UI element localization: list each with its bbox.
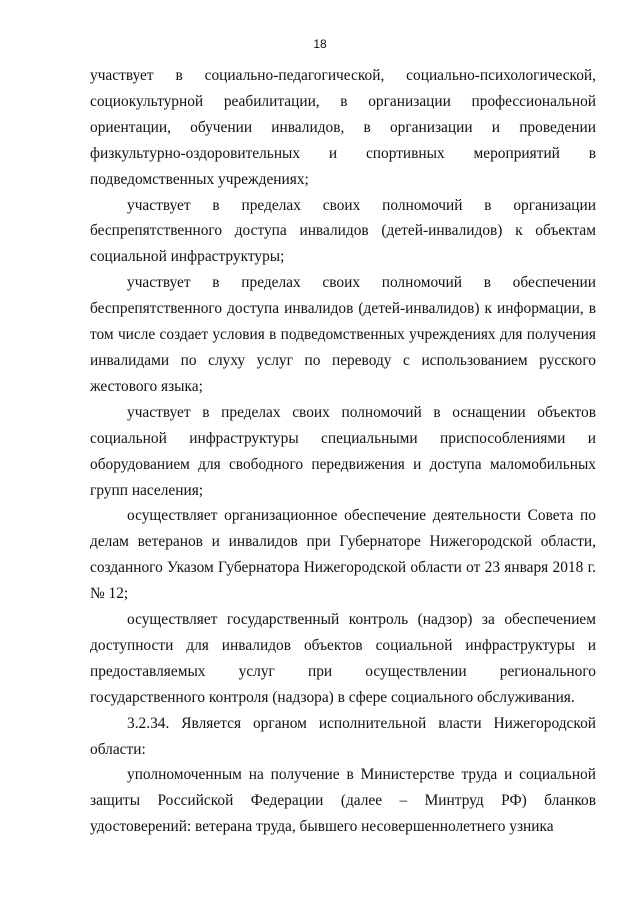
paragraph-authorized-forms: уполномоченным на получение в Министерстве труда и социальной защиты Российской Федерации (далее – Минтруд РФ) бланков удостоверений: ветерана труда, бывшего несовершеннолетнего узника	[90, 766, 596, 836]
paragraph-equipment: участвует в пределах своих полномочий в оснащении объектов социальной инфраструктуры специальными приспособлениями и оборудованием для свободного передвижения и доступа маломобильных групп населения;	[90, 403, 596, 499]
paragraph-state-control: осуществляет государственный контроль (надзор) за обеспечением доступности для инвалидов объектов социальной инфраструктуры и предоставляемых услуг при осуществлении регионального государственного контроля (надзора) в сфере социального обслуживания.	[90, 611, 596, 706]
paragraph-council-support: осуществляет организационное обеспечение деятельности Совета по делам ветеранов и инвалидов при Губернаторе Нижегородской области, созданного Указом Губернатора Нижегородской области от 23 января 2018 г. № 12;	[90, 507, 596, 603]
paragraph-access-information: участвует в пределах своих полномочий в обеспечении беспрепятственного доступа инвалидов (детей-инвалидов) к информации, в том числе создает условия в подведомственных учреждениях для получения инвалидами по слуху услуг по переводу с использованием русского жестового языка;	[90, 274, 596, 395]
paragraph-section-3-2-34: 3.2.34. Является органом исполнительной власти Нижегородской области:	[90, 714, 596, 758]
paragraph-rehabilitation: участвует в социально-педагогической, социально-психологической, социокультурной реабилитации, в организации профессиональной ориентации, обучении инвалидов, в организации и проведении физкультурно-оздоровительных и спортивных мероприятий в подведомственных учреждениях;	[90, 67, 596, 188]
document-body	[90, 63, 596, 840]
paragraph-access-infrastructure: участвует в пределах своих полномочий в организации беспрепятственного доступа инвалидов (детей-инвалидов) к объектам социальной инфраструктуры;	[90, 196, 596, 266]
page-number: 18	[313, 37, 327, 51]
